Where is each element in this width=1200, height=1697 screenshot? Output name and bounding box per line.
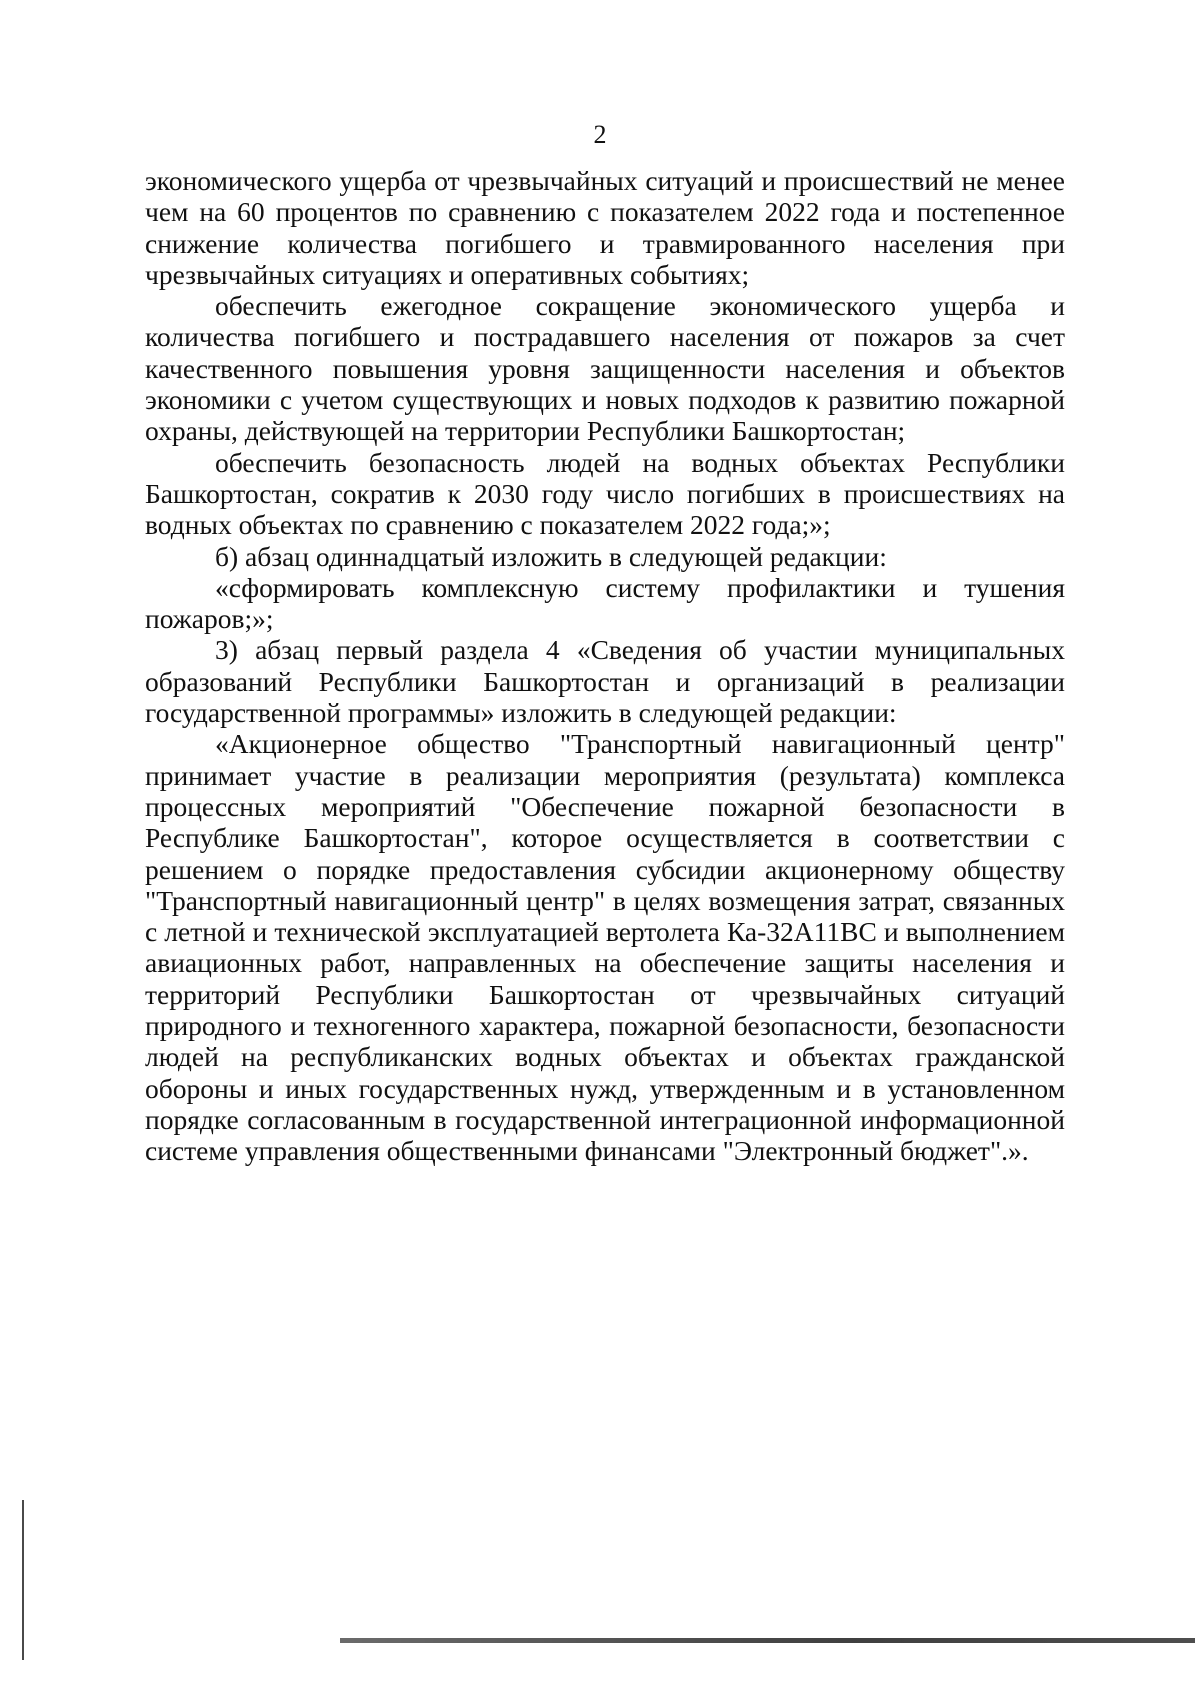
page-number: 2 [593, 120, 607, 149]
paragraph-amendment-b: б) абзац одиннадцатый изложить в следующей редакции: [215, 540, 887, 572]
scan-edge-bottom-line [340, 1638, 1195, 1643]
paragraph-navigation-center: «Акционерное общество "Транспортный навигационный центр" принимает участие в реализации мероприятия (результата) комплекса процессных мероприятий "Обеспечение пожарной безопасности в Республике Башкортостан", которое осуществляется в соответствии с решением о порядке предоставления субсидии акционерному обществу "Транспортный навигационный центр" в целях возмещения затрат, связанных с летной и технической эксплуатацией вертолета Ка-32А11ВС и выполнением авиационных работ, направленных на обеспечение защиты населения и территорий Республики Башкортостан от чрезвычайных ситуаций природного и техногенного характера, пожарной безопасности, безопасности людей на республиканских водных объектах и объектах гражданской обороны и иных государственных нужд, утвержденным и в установленном порядке согласованным в государственной интеграционной информационной системе управления общественными финансами "Электронный бюджет".». [145, 728, 1065, 1167]
paragraph-prevention-system: «сформировать комплексную систему профилактики и тушения пожаров;»; [145, 571, 1065, 635]
document-body [145, 165, 1065, 1167]
scan-edge-left-line [22, 1500, 24, 1660]
paragraph-amendment-3: 3) абзац первый раздела 4 «Сведения об участии муниципальных образований Республики Башкортостан и организаций в реализации государственной программы» изложить в следующей редакции: [145, 634, 1065, 729]
paragraph-continuation: экономического ущерба от чрезвычайных ситуаций и происшествий не менее чем на 60 процентов по сравнению с показателем 2022 года и постепенное снижение количества погибшего и травмированного населения при чрезвычайных ситуациях и оперативных событиях; [145, 165, 1065, 290]
paragraph-fire-safety-goal: обеспечить ежегодное сокращение экономического ущерба и количества погибшего и пострадавшего населения от пожаров за счет качественного повышения уровня защищенности населения и объектов экономики с учетом существующих и новых подходов к развитию пожарной охраны, действующей на территории Республики Башкортостан; [145, 290, 1065, 447]
paragraph-water-safety-goal: обеспечить безопасность людей на водных объектах Республики Башкортостан, сократив к 2030 году число погибших в происшествиях на водных объектах по сравнению с показателем 2022 года;»; [145, 446, 1065, 541]
